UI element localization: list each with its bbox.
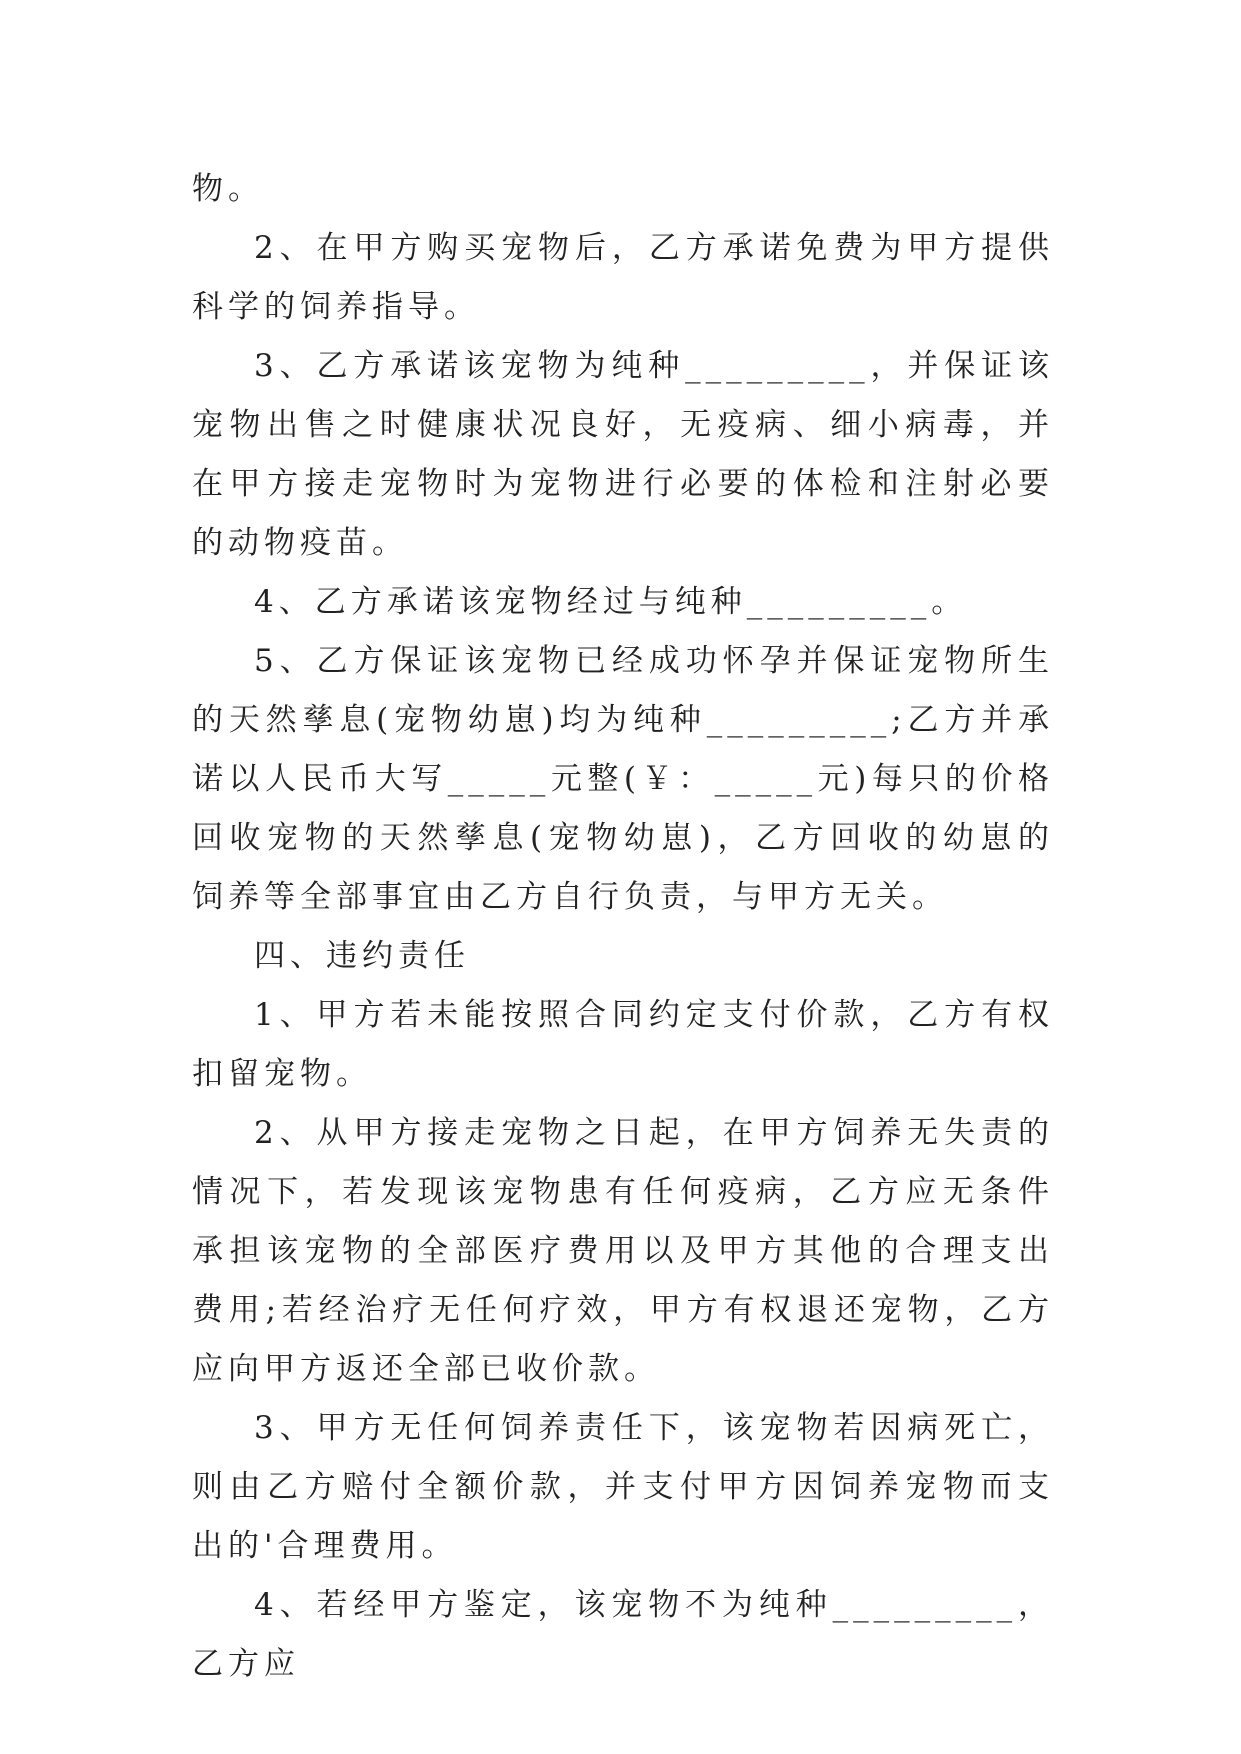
clause-4-2: 2、从甲方接走宠物之日起，在甲方饲养无失责的情况下，若发现该宠物患有任何疫病，乙方应无条件承担该宠物的全部医疗费用以及甲方其他的合理支出费用;若经治疗无任何疗效，甲方有权退还宠物，乙方应向甲方返还全部已收价款。 [192, 1115, 1054, 1387]
clause-3-3: 3、乙方承诺该宠物为纯种_________，并保证该宠物出售之时健康状况良好，无疫病、细小病毒，并在甲方接走宠物时为宠物进行必要的体检和注射必要的动物疫苗。 [192, 348, 1054, 561]
section-heading-breach-liability: 四、违约责任 [254, 938, 470, 974]
clause-3-2: 2、在甲方购买宠物后，乙方承诺免费为甲方提供科学的饲养指导。 [192, 230, 1054, 325]
clause-4-4: 4、若经甲方鉴定，该宠物不为纯种_________，乙方应 [192, 1587, 1054, 1682]
clause-3-5: 5、乙方保证该宠物已经成功怀孕并保证宠物所生的天然孳息(宠物幼崽)均为纯种_________;乙方并承诺以人民币大写_____元整(￥：_____元)每只的价格回收宠物的天然孳息(宠物幼崽)，乙方回收的幼崽的饲养等全部事宜由乙方自行负责，与甲方无关。 [192, 643, 1054, 915]
clause-4-3: 3、甲方无任何饲养责任下，该宠物若因病死亡，则由乙方赔付全额价款，并支付甲方因饲养宠物而支出的'合理费用。 [192, 1410, 1054, 1564]
clause-3-4: 4、乙方承诺该宠物经过与纯种_________。 [254, 584, 968, 620]
clause-4-1: 1、甲方若未能按照合同约定支付价款，乙方有权扣留宠物。 [192, 997, 1054, 1092]
document-body [192, 160, 1054, 1694]
paragraph-continuation: 物。 [192, 171, 264, 207]
